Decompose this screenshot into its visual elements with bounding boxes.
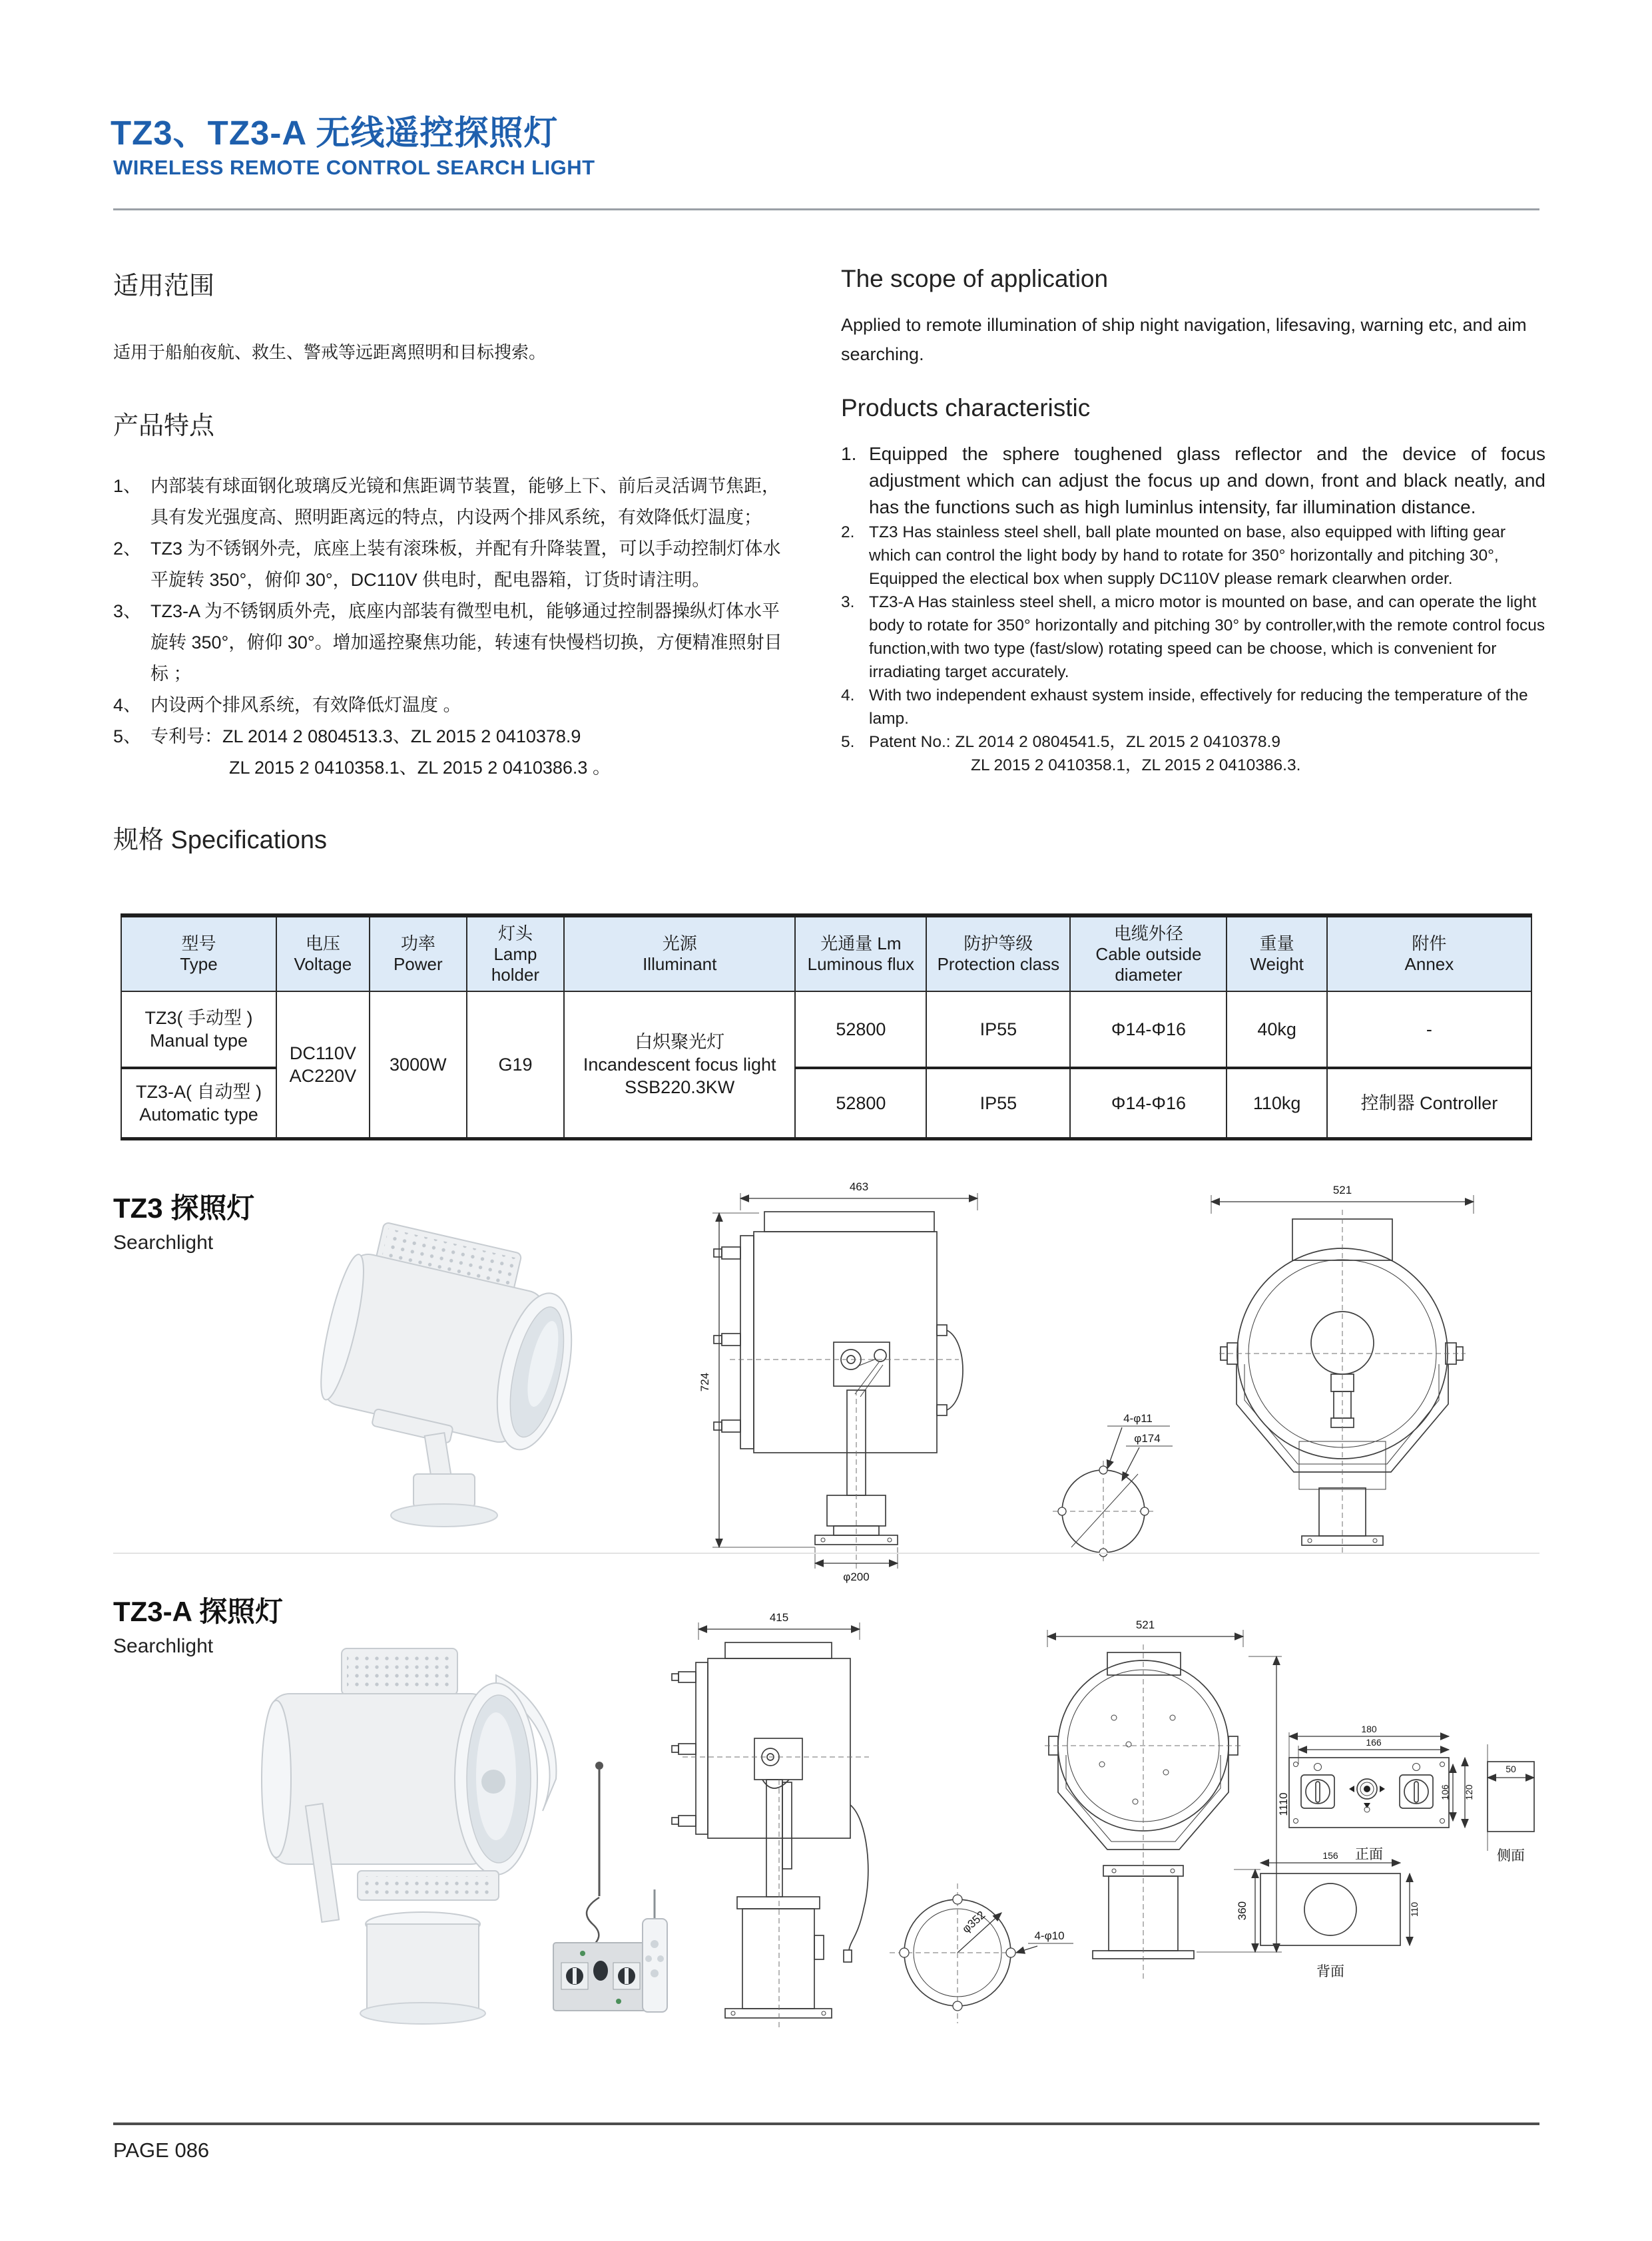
tz3a-product-photo [183, 1611, 669, 2024]
cell-protection: IP55 [926, 991, 1070, 1068]
specs-heading: 规格 Specifications [113, 826, 328, 854]
remote-control [643, 1889, 667, 2012]
dim-panel-outer-width: 180 [1361, 1724, 1377, 1734]
list-item: 1. Equipped the sphere toughened glass reflector and the device of focus adjustment which can adjust the focus up and down, front and black neatly, and has the functions such as high luminlus intensity, far illumination distance. [841, 443, 1545, 517]
tz3a-section-heading: TZ3-A 探照灯 Searchlight [113, 1596, 284, 1657]
patent-line-2-en: ZL 2015 2 0410358.1，ZL 2015 2 0410386.3. [971, 756, 1301, 774]
dim-panel-inner-width: 166 [1366, 1737, 1382, 1748]
dim-height: 724 [698, 1372, 711, 1392]
col-illuminant: 光源 Illuminant [564, 915, 795, 991]
dim-total-height: 1110 [1277, 1792, 1290, 1816]
left-column [113, 265, 792, 784]
clamp-bolts [672, 1672, 696, 1826]
dim-panel-inner-height: 106 [1440, 1784, 1450, 1800]
front-panel-label: 正面 [1355, 1847, 1383, 1862]
dim-bolt-circle: φ174 [1134, 1432, 1161, 1445]
dim-bolt-holes: 4-φ11 [1123, 1412, 1153, 1425]
cell-power: 3000W [370, 991, 467, 1139]
list-item: 3、 TZ3-A 为不锈钢质外壳，底座内部装有微型电机，能够通过控制器操纵灯体水平旋转 350°，俯仰 30°。增加遥控聚焦功能，转速有快慢档切换，方便精准照射目标 ； [113, 601, 782, 684]
tz3-side-view-drawing [679, 1170, 1012, 1583]
cell-illuminant: 白炽聚光灯 Incandescent focus light SSB220.3KW [564, 991, 795, 1139]
header-divider [113, 208, 1539, 210]
scope-body-en: Applied to remote illumination of ship night navigation, lifesaving, warning etc, and aim searching. [841, 315, 1527, 364]
dim-bolt-holes: 4-φ10 [1034, 1929, 1065, 1942]
dim-base-diameter: φ200 [843, 1571, 870, 1583]
col-type: 型号 Type [121, 915, 276, 991]
scope-heading-zh: 适用范围 [113, 272, 215, 300]
dim-panel-outer-height: 120 [1464, 1784, 1474, 1800]
tz3-bolt-circle-drawing [1029, 1406, 1189, 1573]
list-item: 4. With two independent exhaust system inside, effectively for reducing the temperature of the lamp. [841, 686, 1528, 728]
list-item: 4、 内设两个排风系统，有效降低灯温度 。 [113, 695, 461, 715]
controller-side-panel-drawing [1480, 1726, 1546, 1869]
back-panel-label: 背面 [1316, 1964, 1344, 1979]
right-column [841, 265, 1545, 777]
list-item: 3. TZ3-A Has stainless steel shell, a micro motor is mounted on base, and can operate the light body to rotate for 350° horizontally and pitching 30° by controller,with the remote control focus function,with two type (fast/slow) rotating speed can be choose, which is convenient for irradiating target accurately. [841, 593, 1545, 681]
cell-weight: 40kg [1227, 991, 1326, 1068]
controller-back-panel-drawing [1255, 1852, 1422, 1985]
controller-front-panel-drawing [1285, 1726, 1476, 1866]
tz3-product-photo [256, 1186, 616, 1539]
cell-annex: 控制器 Controller [1327, 1068, 1531, 1139]
list-item: 5、 专利号：ZL 2014 2 0804513.3、ZL 2015 2 0410378.9 [113, 726, 581, 746]
cell-cable: Φ14-Φ16 [1070, 991, 1227, 1068]
cell-type: TZ3-A( 自动型 ) Automatic type [121, 1068, 276, 1139]
scope-heading-en: The scope of application [841, 265, 1109, 292]
page-subtitle: WIRELESS REMOTE CONTROL SEARCH LIGHT [113, 156, 595, 179]
tz3a-side-view-drawing [669, 1608, 889, 2034]
page-title: TZ3、TZ3-A 无线遥控探照灯 [111, 114, 559, 152]
scope-body-zh: 适用于船舶夜航、救生、警戒等远距离照明和目标搜索。 [113, 342, 547, 362]
section-divider [113, 1553, 1539, 1554]
dim-width: 463 [849, 1180, 869, 1193]
cell-annex: - [1327, 991, 1531, 1068]
cell-weight: 110kg [1227, 1068, 1326, 1139]
table-header-row [121, 915, 1531, 991]
list-item: 1、 内部装有球面钢化玻璃反光镜和焦距调节装置，能够上下、前后灵活调节焦距，具有发光强度高、照明距离远的特点，内设两个排风系统，有效降低灯温度； [113, 476, 780, 527]
patent-line-2-zh: ZL 2015 2 0410358.1、ZL 2015 2 0410386.3 。 [229, 758, 611, 778]
col-lamp-holder: 灯头 Lamp holder [467, 915, 564, 991]
dim-front-width: 521 [1332, 1184, 1352, 1196]
cell-cable: Φ14-Φ16 [1070, 1068, 1227, 1139]
features-heading-en: Products characteristic [841, 394, 1091, 421]
dim-side-panel-width: 50 [1506, 1764, 1516, 1774]
dim-back-width: 156 [1322, 1850, 1338, 1861]
table-row-tz3 [121, 991, 1531, 1068]
list-item: 2、 TZ3 为不锈钢外壳，底座上装有滚珠板，并配有升降装置，可以手动控制灯体水平旋转 350°，俯仰 30°，DC110V 供电时，配电器箱，订货时请注明。 [113, 539, 781, 590]
clamp-bolts [714, 1247, 740, 1432]
specs-table [121, 913, 1532, 1140]
dim-back-height: 110 [1409, 1901, 1420, 1917]
features-list-zh [113, 471, 792, 784]
col-annex: 附件 Annex [1327, 915, 1531, 991]
dim-base-height: 360 [1236, 1901, 1248, 1921]
cell-lamp-holder: G19 [467, 991, 564, 1139]
col-luminous-flux: 光通量 Lm Luminous flux [795, 915, 926, 991]
controller-panel [553, 1943, 648, 2011]
cell-flux: 52800 [795, 1068, 926, 1139]
list-item: 2. TZ3 Has stainless steel shell, ball plate mounted on base, also equipped with lifting gear which can control the light body by hand to rotate for 350° horizontally and pitching 30°, Equipped the electical box when supply DC110V please remark clearwhen order. [841, 523, 1506, 588]
list-item: 5. Patent No.: ZL 2014 2 0804541.5，ZL 2015 2 0410378.9 [841, 733, 1280, 751]
cell-flux: 52800 [795, 991, 926, 1068]
col-voltage: 电压 Voltage [276, 915, 370, 991]
tz3-front-view-drawing [1169, 1175, 1515, 1561]
side-panel-label: 侧面 [1497, 1848, 1525, 1864]
cell-voltage: DC110V AC220V [276, 991, 370, 1139]
features-list-en [841, 441, 1545, 777]
tz3-section-heading: TZ3 探照灯 Searchlight [113, 1192, 255, 1254]
cell-type: TZ3( 手动型 ) Manual type [121, 991, 276, 1068]
page-number: PAGE 086 [113, 2138, 210, 2162]
dim-bolt-circle: φ352 [960, 1908, 988, 1936]
col-cable-diameter: 电缆外径 Cable outside diameter [1070, 915, 1227, 991]
dim-front-width: 521 [1135, 1618, 1155, 1631]
col-protection-class: 防护等级 Protection class [926, 915, 1070, 991]
col-weight: 重量 Weight [1227, 915, 1326, 991]
joystick [1349, 1779, 1385, 1808]
dim-side-width: 415 [769, 1611, 789, 1624]
footer-divider [113, 2122, 1539, 2125]
col-power: 功率 Power [370, 915, 467, 991]
features-heading-zh: 产品特点 [113, 412, 215, 440]
cell-protection: IP55 [926, 1068, 1070, 1139]
